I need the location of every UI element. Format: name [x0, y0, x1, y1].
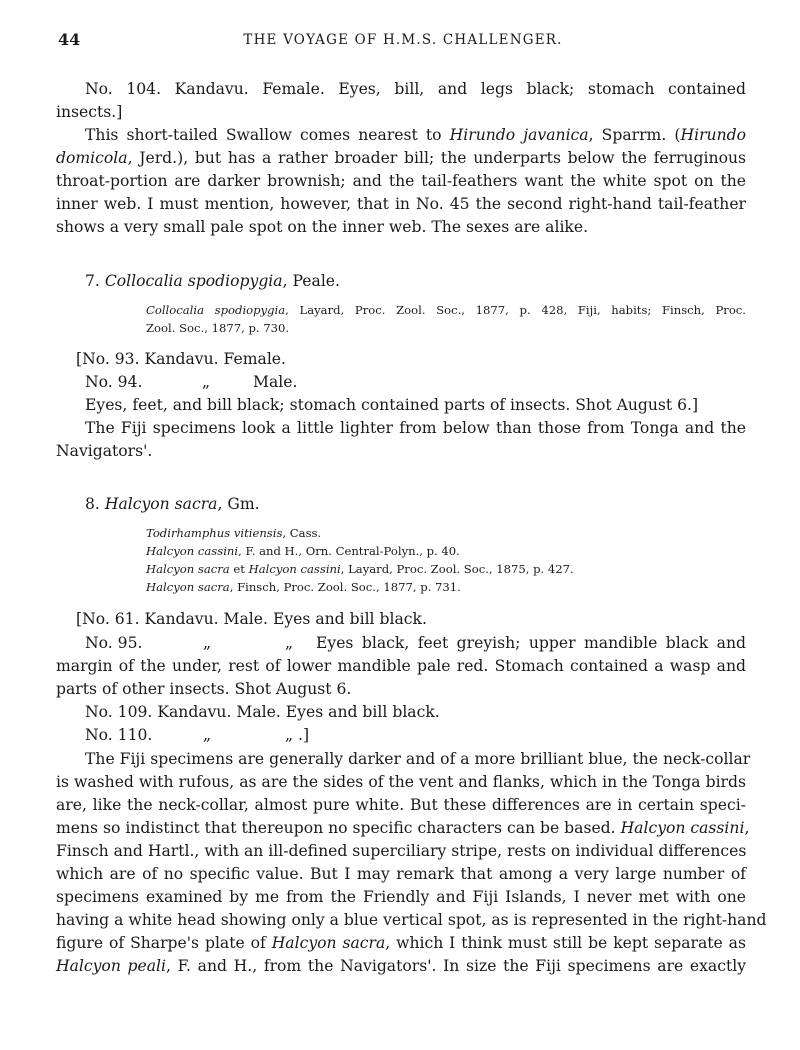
record-line: [No. 61. Kandavu. Male. Eyes and bill black.: [76, 610, 427, 628]
running-title: THE VOYAGE OF H.M.S. CHALLENGER.: [243, 32, 563, 48]
species-name: Hirundo: [680, 126, 746, 144]
text-line: inner web. I must mention, however, that in No. 45 the second right-hand tail-feather: [56, 195, 746, 213]
text-line: figure of Sharpe's plate of Halcyon sacra, which I think must still be kept separate as: [56, 934, 746, 952]
record-line: Eyes, feet, and bill black; stomach contained parts of insects. Shot August 6.]: [85, 396, 699, 414]
text-line: margin of the under, rest of lower mandible pale red. Stomach contained a wasp and: [56, 657, 746, 675]
running-header: [58, 30, 748, 56]
reference-line: Collocalia spodiopygia, Layard, Proc. Zool. Soc., 1877, p. 428, Fiji, habits; Finsch, Proc.: [146, 303, 746, 317]
record-line: [No. 93. Kandavu. Female.: [76, 350, 286, 368]
record-line: No. 109. Kandavu. Male. Eyes and bill black.: [85, 703, 440, 721]
reference-line: Zool. Soc., 1877, p. 730.: [146, 321, 290, 335]
text-line: throat-portion are darker brownish; and the tail-feathers want the white spot on the: [56, 172, 746, 190]
species-heading: 7. Collocalia spodiopygia, Peale.: [85, 272, 340, 290]
text-line: The Fiji specimens look a little lighter from below than those from Tonga and the: [85, 419, 746, 437]
text-line: mens so indistinct that thereupon no specific characters can be based. Halcyon cassini,: [56, 819, 750, 837]
species-heading: 8. Halcyon sacra, Gm.: [85, 495, 260, 513]
text-line: specimens examined by me from the Friendly and Fiji Islands, I never met with one: [56, 888, 746, 906]
synonym-line: Halcyon sacra et Halcyon cassini, Layard, Proc. Zool. Soc., 1875, p. 427.: [146, 562, 574, 576]
text-line: This short-tailed Swallow comes nearest to Hirundo javanica, Sparrm. (Hirundo: [85, 126, 746, 144]
record-line: No. 95. „ „ Eyes black, feet greyish; upper mandible black and: [85, 634, 746, 652]
synonym-line: Halcyon sacra, Finsch, Proc. Zool. Soc., 1877, p. 731.: [146, 580, 461, 594]
record-line: No. 94. „ Male.: [85, 373, 298, 391]
species-name: domicola: [56, 149, 128, 167]
text-line: Finsch and Hartl., with an ill-defined superciliary stripe, rests on individual differences: [56, 842, 747, 860]
text-line: shows a very small pale spot on the inner web. The sexes are alike.: [56, 218, 589, 236]
text-line: having a white head showing only a blue vertical spot, as is represented in the right-hand: [56, 911, 767, 929]
species-name: Hirundo javanica: [449, 126, 589, 144]
synonym-line: Halcyon cassini, F. and H., Orn. Central-Polyn., p. 40.: [146, 544, 460, 558]
text-line: The Fiji specimens are generally darker and of a more brilliant blue, the neck-collar: [85, 750, 751, 768]
text-line: Navigators'.: [56, 442, 153, 460]
page-number: 44: [58, 30, 81, 49]
text-line: is washed with rufous, as are the sides of the vent and flanks, which in the Tonga birds: [56, 773, 746, 791]
text-line: insects.]: [56, 103, 123, 121]
text-line: are, like the neck-collar, almost pure white. But these differences are in certain speci-: [56, 796, 746, 814]
synonym-line: Todirhamphus vitiensis, Cass.: [146, 526, 322, 540]
species-name: Halcyon cassini: [620, 819, 745, 837]
species-name: Halcyon sacra: [271, 934, 386, 952]
record-line: No. 110. „ „ .]: [85, 726, 310, 744]
text-line: which are of no specific value. But I may remark that among a very large number of: [56, 865, 746, 883]
text-line: parts of other insects. Shot August 6.: [56, 680, 352, 698]
species-name: Halcyon peali: [56, 957, 167, 975]
text-line: No. 104. Kandavu. Female. Eyes, bill, and legs black; stomach contained: [85, 80, 746, 98]
text-line: domicola, Jerd.), but has a rather broader bill; the underparts below the ferruginous: [56, 149, 746, 167]
text-line: Halcyon peali, F. and H., from the Navigators'. In size the Fiji specimens are exactly: [56, 957, 747, 975]
